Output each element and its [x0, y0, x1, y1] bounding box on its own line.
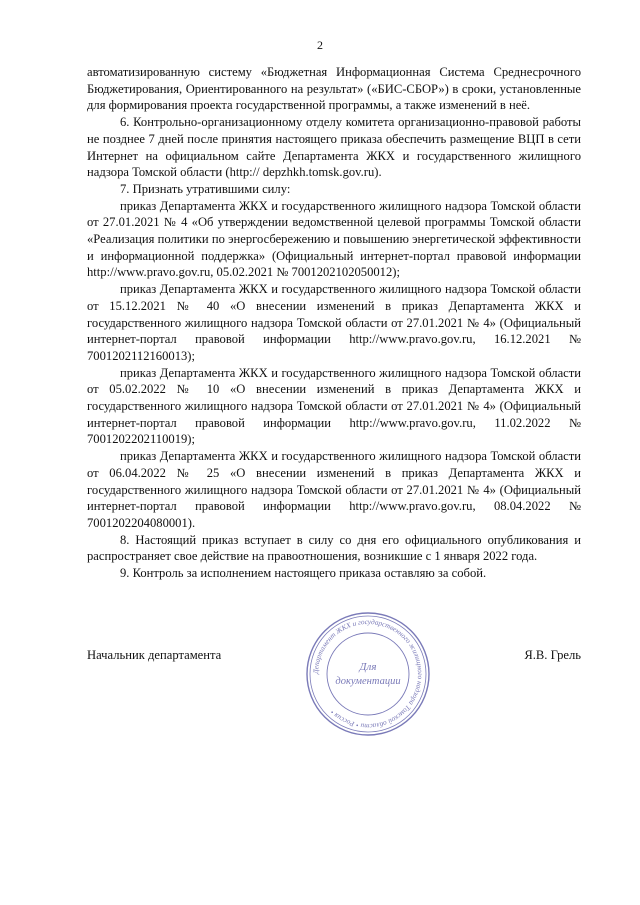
- signatory-title: Начальник департамента: [87, 648, 222, 662]
- stamp-ring-text: Департамент ЖКХ и государственного жилищного надзора Томской области • Россия •: [311, 617, 425, 731]
- paragraph-order-2022-10: приказ Департамента ЖКХ и государственного жилищного надзора Томской области от 05.02.2022 № 10 «О внесении изменений в приказ Департамента ЖКХ и государственного жилищного надзора Томской области от 27.01.2021 № 4» (Официальный интернет-портал правовой информации http://www.pravo.gov.ru, 11.02.2022 № 7001202202110019);: [87, 365, 581, 447]
- paragraph-continuation: автоматизированную систему «Бюджетная Информационная Система Среднесрочного Бюджетирования, Ориентированного на результат» («БИС-СБОР») в сроки, установленные для формирования проекта государственной программы, а также изменений в неё.: [87, 65, 581, 113]
- paragraph-order-2021-40: приказ Департамента ЖКХ и государственного жилищного надзора Томской области от 15.12.2021 № 40 «О внесении изменений в приказ Департамента ЖКХ и государственного жилищного надзора Томской области от 27.01.2021 № 4» (Официальный интернет-портал правовой информации http://www.pravo.gov.ru, 16.12.2021 № 7001202112160013);: [87, 282, 581, 363]
- signatory-name: Я.В. Грель: [524, 648, 581, 662]
- paragraph-order-2022-25: приказ Департамента ЖКХ и государственного жилищного надзора Томской области от 06.04.2022 № 25 «О внесении изменений в приказ Департамента ЖКХ и государственного жилищного надзора Томской области от 27.01.2021 № 4» (Официальный интернет-портал правовой информации http://www.pravo.gov.ru, 08.04.2022 № 7001202204080001).: [87, 449, 581, 530]
- paragraph-item-8: 8. Настоящий приказ вступает в силу со дня его официального опубликования и распространяет свое действие на правоотношения, возникшие с 1 января 2022 года.: [87, 532, 581, 564]
- paragraph-item-6: 6. Контрольно-организационному отделу комитета организационно-правовой работы не позднее 7 дней после принятия настоящего приказа обеспечить размещение ВЦП в сети Интернет на официальном сайте Департамента ЖКХ и государственного жилищного надзора Томской области (http:// depzhkh.tomsk.gov.ru).: [87, 115, 581, 180]
- paragraph-item-9: 9. Контроль за исполнением настоящего приказа оставляю за собой.: [120, 566, 487, 581]
- stamp-center-line-2: документации: [335, 676, 401, 687]
- stamp-center-line-1: Для: [359, 661, 377, 673]
- paragraph-order-2021-4: приказ Департамента ЖКХ и государственного жилищного надзора Томской области от 27.01.2021 № 4 «Об утверждении ведомственной целевой программы Томской области «Реализация политики по энергосбережению и повышению энергетической эффективности и информационной поддержка» (Официальный интернет-портал правовой информации http://www.pravo.gov.ru, 05.02.2021 № 7001202102050012);: [87, 198, 581, 280]
- svg-text:Департамент ЖКХ и государствен: [312, 618, 424, 730]
- paragraph-item-7: 7. Признать утратившими силу:: [120, 181, 291, 196]
- official-stamp: [304, 610, 432, 738]
- document-body: [87, 64, 581, 582]
- page-number: 2: [317, 38, 323, 52]
